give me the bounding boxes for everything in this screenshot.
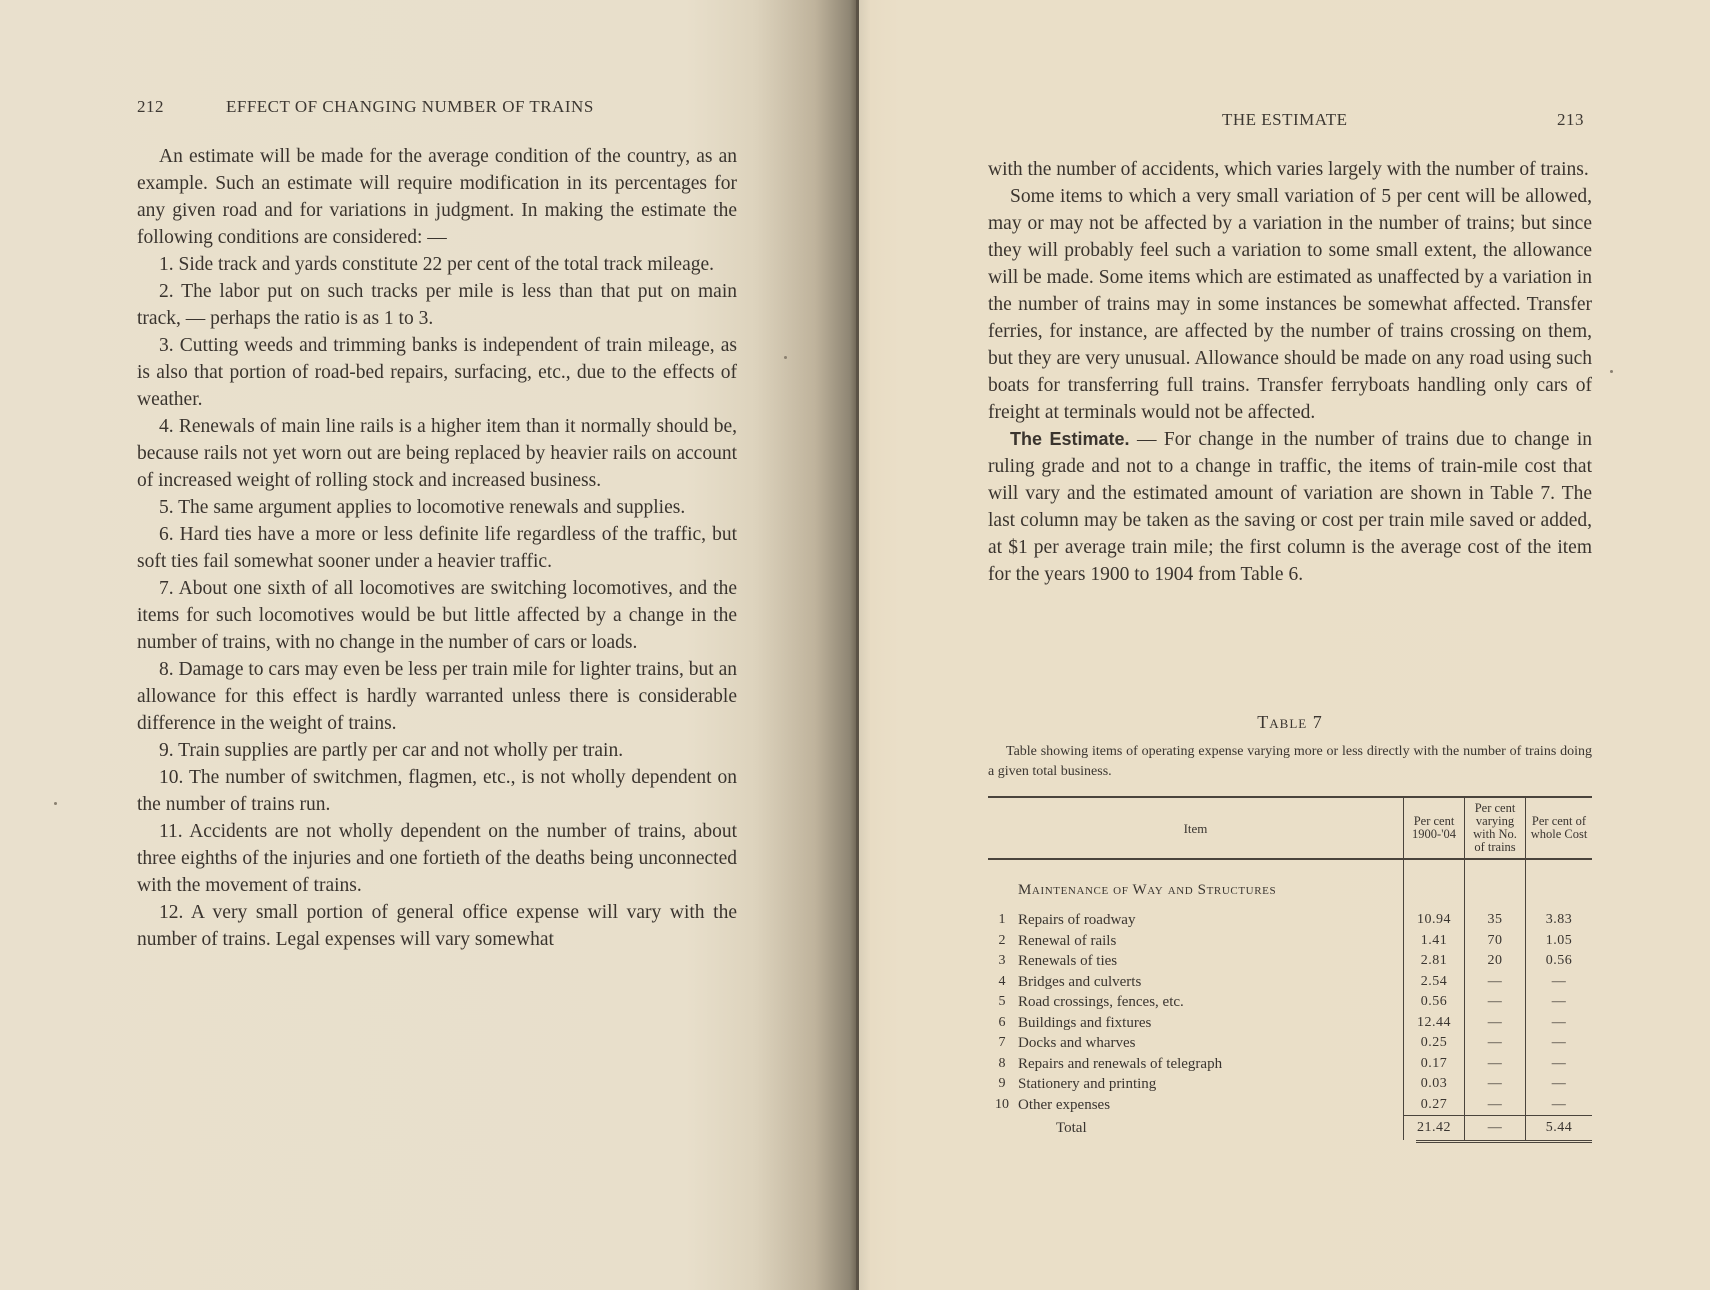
cell-pct-whole: 3.83 bbox=[1526, 910, 1593, 931]
row-item: Repairs of roadway bbox=[1018, 912, 1136, 928]
cell-pct-varying: 35 bbox=[1465, 910, 1526, 931]
header-item: Item bbox=[1183, 820, 1208, 836]
cell-pct-varying: 70 bbox=[1465, 931, 1526, 952]
cell-pct-whole: 0.56 bbox=[1526, 951, 1593, 972]
estimate-paragraph bbox=[988, 426, 1592, 588]
cell-pct-whole: 1.05 bbox=[1526, 931, 1593, 952]
row-item: Renewal of rails bbox=[1018, 932, 1117, 949]
condition-11: 11. Accidents are not wholly dependent on the number of trains, about three eighths of the injuries and one fortieth of the deaths being unconnected with the movement of trains. bbox=[137, 821, 737, 896]
paragraph: An estimate will be made for the average condition of the country, as an example. Such an estimate will require modification in its percentages for any given road and for variations in judgment. In making the estimate the following conditions are considered: — bbox=[137, 146, 737, 248]
section-title: Maintenance of Way and Structures bbox=[1018, 881, 1277, 898]
left-body-text bbox=[137, 143, 737, 953]
cell-pct-1900-04: 2.81 bbox=[1404, 951, 1465, 972]
row-number: 1 bbox=[998, 912, 1006, 927]
table-row bbox=[988, 910, 1592, 931]
right-body-text bbox=[988, 156, 1592, 588]
table-caption: Table showing items of operating expense varying more or less directly with the number of trains doing a given total business. bbox=[988, 744, 1592, 779]
cell-pct-1900-04: 0.17 bbox=[1404, 1054, 1465, 1075]
row-item: Repairs and renewals of telegraph bbox=[1018, 1055, 1223, 1072]
cell-pct-varying: 20 bbox=[1465, 951, 1526, 972]
right-page-number: 213 bbox=[1557, 110, 1584, 129]
table-row bbox=[988, 1095, 1592, 1116]
row-number: 2 bbox=[998, 932, 1006, 948]
row-item: Other expenses bbox=[1018, 1096, 1111, 1113]
row-number: 5 bbox=[998, 994, 1006, 1009]
total-label: Total bbox=[1056, 1119, 1087, 1136]
condition-6: 6. Hard ties have a more or less definite life regardless of the traffic, but soft ties fail somewhat sooner under a heavier traffic. bbox=[137, 524, 737, 572]
cell-pct-varying: — bbox=[1465, 1013, 1526, 1034]
row-item: Road crossings, fences, etc. bbox=[1018, 994, 1184, 1010]
cell-pct-1900-04: 0.25 bbox=[1404, 1033, 1465, 1054]
cell-pct-varying: — bbox=[1465, 1095, 1526, 1116]
cell-pct-varying: — bbox=[1465, 1033, 1526, 1054]
header-pct-whole: Per cent of whole Cost bbox=[1526, 797, 1593, 859]
row-item: Stationery and printing bbox=[1018, 1076, 1157, 1092]
cell-pct-varying: — bbox=[1465, 992, 1526, 1013]
cell-pct-whole: — bbox=[1526, 1033, 1593, 1054]
row-item: Docks and wharves bbox=[1018, 1035, 1136, 1051]
table-row bbox=[988, 972, 1592, 993]
condition-12: 12. A very small portion of general office expense will vary with the number of trains. Legal expenses will vary somewhat bbox=[137, 902, 737, 950]
cell-pct-1900-04: 1.41 bbox=[1404, 931, 1465, 952]
header-pct-1900-04: Per cent 1900-'04 bbox=[1404, 797, 1465, 859]
header-pct-varying: Per cent varying with No. of trains bbox=[1465, 797, 1526, 859]
table-row bbox=[988, 1013, 1592, 1034]
condition-9: 9. Train supplies are partly per car and not wholly per train. bbox=[159, 740, 624, 761]
cell-pct-varying: — bbox=[1465, 1054, 1526, 1075]
table-7 bbox=[988, 796, 1592, 1145]
condition-7: 7. About one sixth of all locomotives are switching locomotives, and the items for such locomotives would be but little affected by a change in the number of trains, with no change in the number of cars or loads. bbox=[137, 578, 737, 653]
cell-pct-1900-04: 10.94 bbox=[1404, 910, 1465, 931]
estimate-text: — For change in the number of trains due to change in ruling grade and not to a change in traffic, the items of train-mile cost that will vary and the estimated amount of variation are shown in Table 7. The last column may be taken as the saving or cost per train mile saved or added, at $1 per average train mile; the first column is the average cost of the item for the years 1900 to 1904 from Table 6. bbox=[988, 429, 1592, 585]
cell-pct-1900-04: 0.03 bbox=[1404, 1074, 1465, 1095]
paper-speck bbox=[1610, 370, 1613, 373]
row-number: 3 bbox=[998, 953, 1006, 968]
cell-pct-1900-04: 12.44 bbox=[1404, 1013, 1465, 1034]
estimate-heading: The Estimate. bbox=[1010, 429, 1130, 449]
paragraph: Some items to which a very small variation of 5 per cent will be allowed, may or may not be affected by a variation in the number of trains; but since they will probably feel such a variation to some small extent, the allowance will be made. Some items which are estimated as unaffected by a variation in the number of trains may in some instances be somewhat affected. Transfer ferries, for instance, are affected by the number of trains crossing on them, but they are very unusual. Allowance should be made on any road using such boats for transferring full trains. Transfer ferryboats handling only cars of freight at terminals would not be affected. bbox=[988, 186, 1592, 423]
table-row bbox=[988, 992, 1592, 1013]
book-gutter bbox=[856, 0, 859, 1290]
table-row bbox=[988, 1074, 1592, 1095]
row-item: Bridges and culverts bbox=[1018, 973, 1142, 990]
condition-5: 5. The same argument applies to locomotive renewals and supplies. bbox=[159, 497, 686, 518]
row-number: 10 bbox=[995, 1096, 1009, 1112]
row-item: Buildings and fixtures bbox=[1018, 1014, 1152, 1031]
right-running-head: THE ESTIMATE bbox=[1222, 110, 1348, 129]
condition-8: 8. Damage to cars may even be less per train mile for lighter trains, but an allowance for this effect is hardly warranted unless there is considerable difference in the weight of trains. bbox=[137, 659, 737, 734]
total-pct-whole: 5.44 bbox=[1526, 1116, 1593, 1141]
condition-3: 3. Cutting weeds and trimming banks is independent of train mileage, as is also that portion of road-bed repairs, surfacing, etc., due to the effects of weather. bbox=[137, 335, 737, 410]
cell-pct-whole: — bbox=[1526, 1054, 1593, 1075]
condition-10: 10. The number of switchmen, flagmen, etc., is not wholly dependent on the number of trains run. bbox=[137, 767, 737, 815]
condition-4: 4. Renewals of main line rails is a higher item than it normally should be, because rails not yet worn out are being replaced by heavier rails on account of increased weight of rolling stock and increased business. bbox=[137, 416, 737, 491]
cell-pct-whole: — bbox=[1526, 1074, 1593, 1095]
table-row bbox=[988, 1054, 1592, 1075]
row-number: 4 bbox=[998, 973, 1006, 989]
row-number: 7 bbox=[998, 1035, 1006, 1050]
table-title: Table 7 bbox=[1257, 712, 1323, 732]
row-number: 6 bbox=[998, 1014, 1006, 1030]
cell-pct-1900-04: 0.56 bbox=[1404, 992, 1465, 1013]
condition-1: 1. Side track and yards constitute 22 per cent of the total track mileage. bbox=[159, 254, 715, 275]
condition-2: 2. The labor put on such tracks per mile is less than that put on main track, — perhaps the ratio is as 1 to 3. bbox=[137, 281, 737, 329]
row-item: Renewals of ties bbox=[1018, 953, 1118, 969]
cell-pct-varying: — bbox=[1465, 972, 1526, 993]
table-row bbox=[988, 1033, 1592, 1054]
paper-speck bbox=[54, 802, 57, 805]
row-number: 9 bbox=[998, 1076, 1006, 1091]
total-row bbox=[988, 1116, 1592, 1141]
cell-pct-whole: — bbox=[1526, 972, 1593, 993]
table-bottom-rule bbox=[1416, 1140, 1592, 1145]
total-pct-varying: — bbox=[1465, 1116, 1526, 1141]
left-page-number: 212 bbox=[137, 97, 164, 116]
left-running-head: EFFECT OF CHANGING NUMBER OF TRAINS bbox=[226, 97, 594, 116]
row-number: 8 bbox=[998, 1055, 1006, 1071]
cell-pct-varying: — bbox=[1465, 1074, 1526, 1095]
cell-pct-whole: — bbox=[1526, 992, 1593, 1013]
cell-pct-1900-04: 0.27 bbox=[1404, 1095, 1465, 1116]
cell-pct-1900-04: 2.54 bbox=[1404, 972, 1465, 993]
paper-speck bbox=[784, 356, 787, 359]
section-row bbox=[988, 859, 1592, 910]
cell-pct-whole: — bbox=[1526, 1013, 1593, 1034]
cell-pct-whole: — bbox=[1526, 1095, 1593, 1116]
paragraph: with the number of accidents, which varies largely with the number of trains. bbox=[988, 159, 1589, 180]
table-row bbox=[988, 931, 1592, 952]
total-pct-1900-04: 21.42 bbox=[1404, 1116, 1465, 1141]
table-row bbox=[988, 951, 1592, 972]
